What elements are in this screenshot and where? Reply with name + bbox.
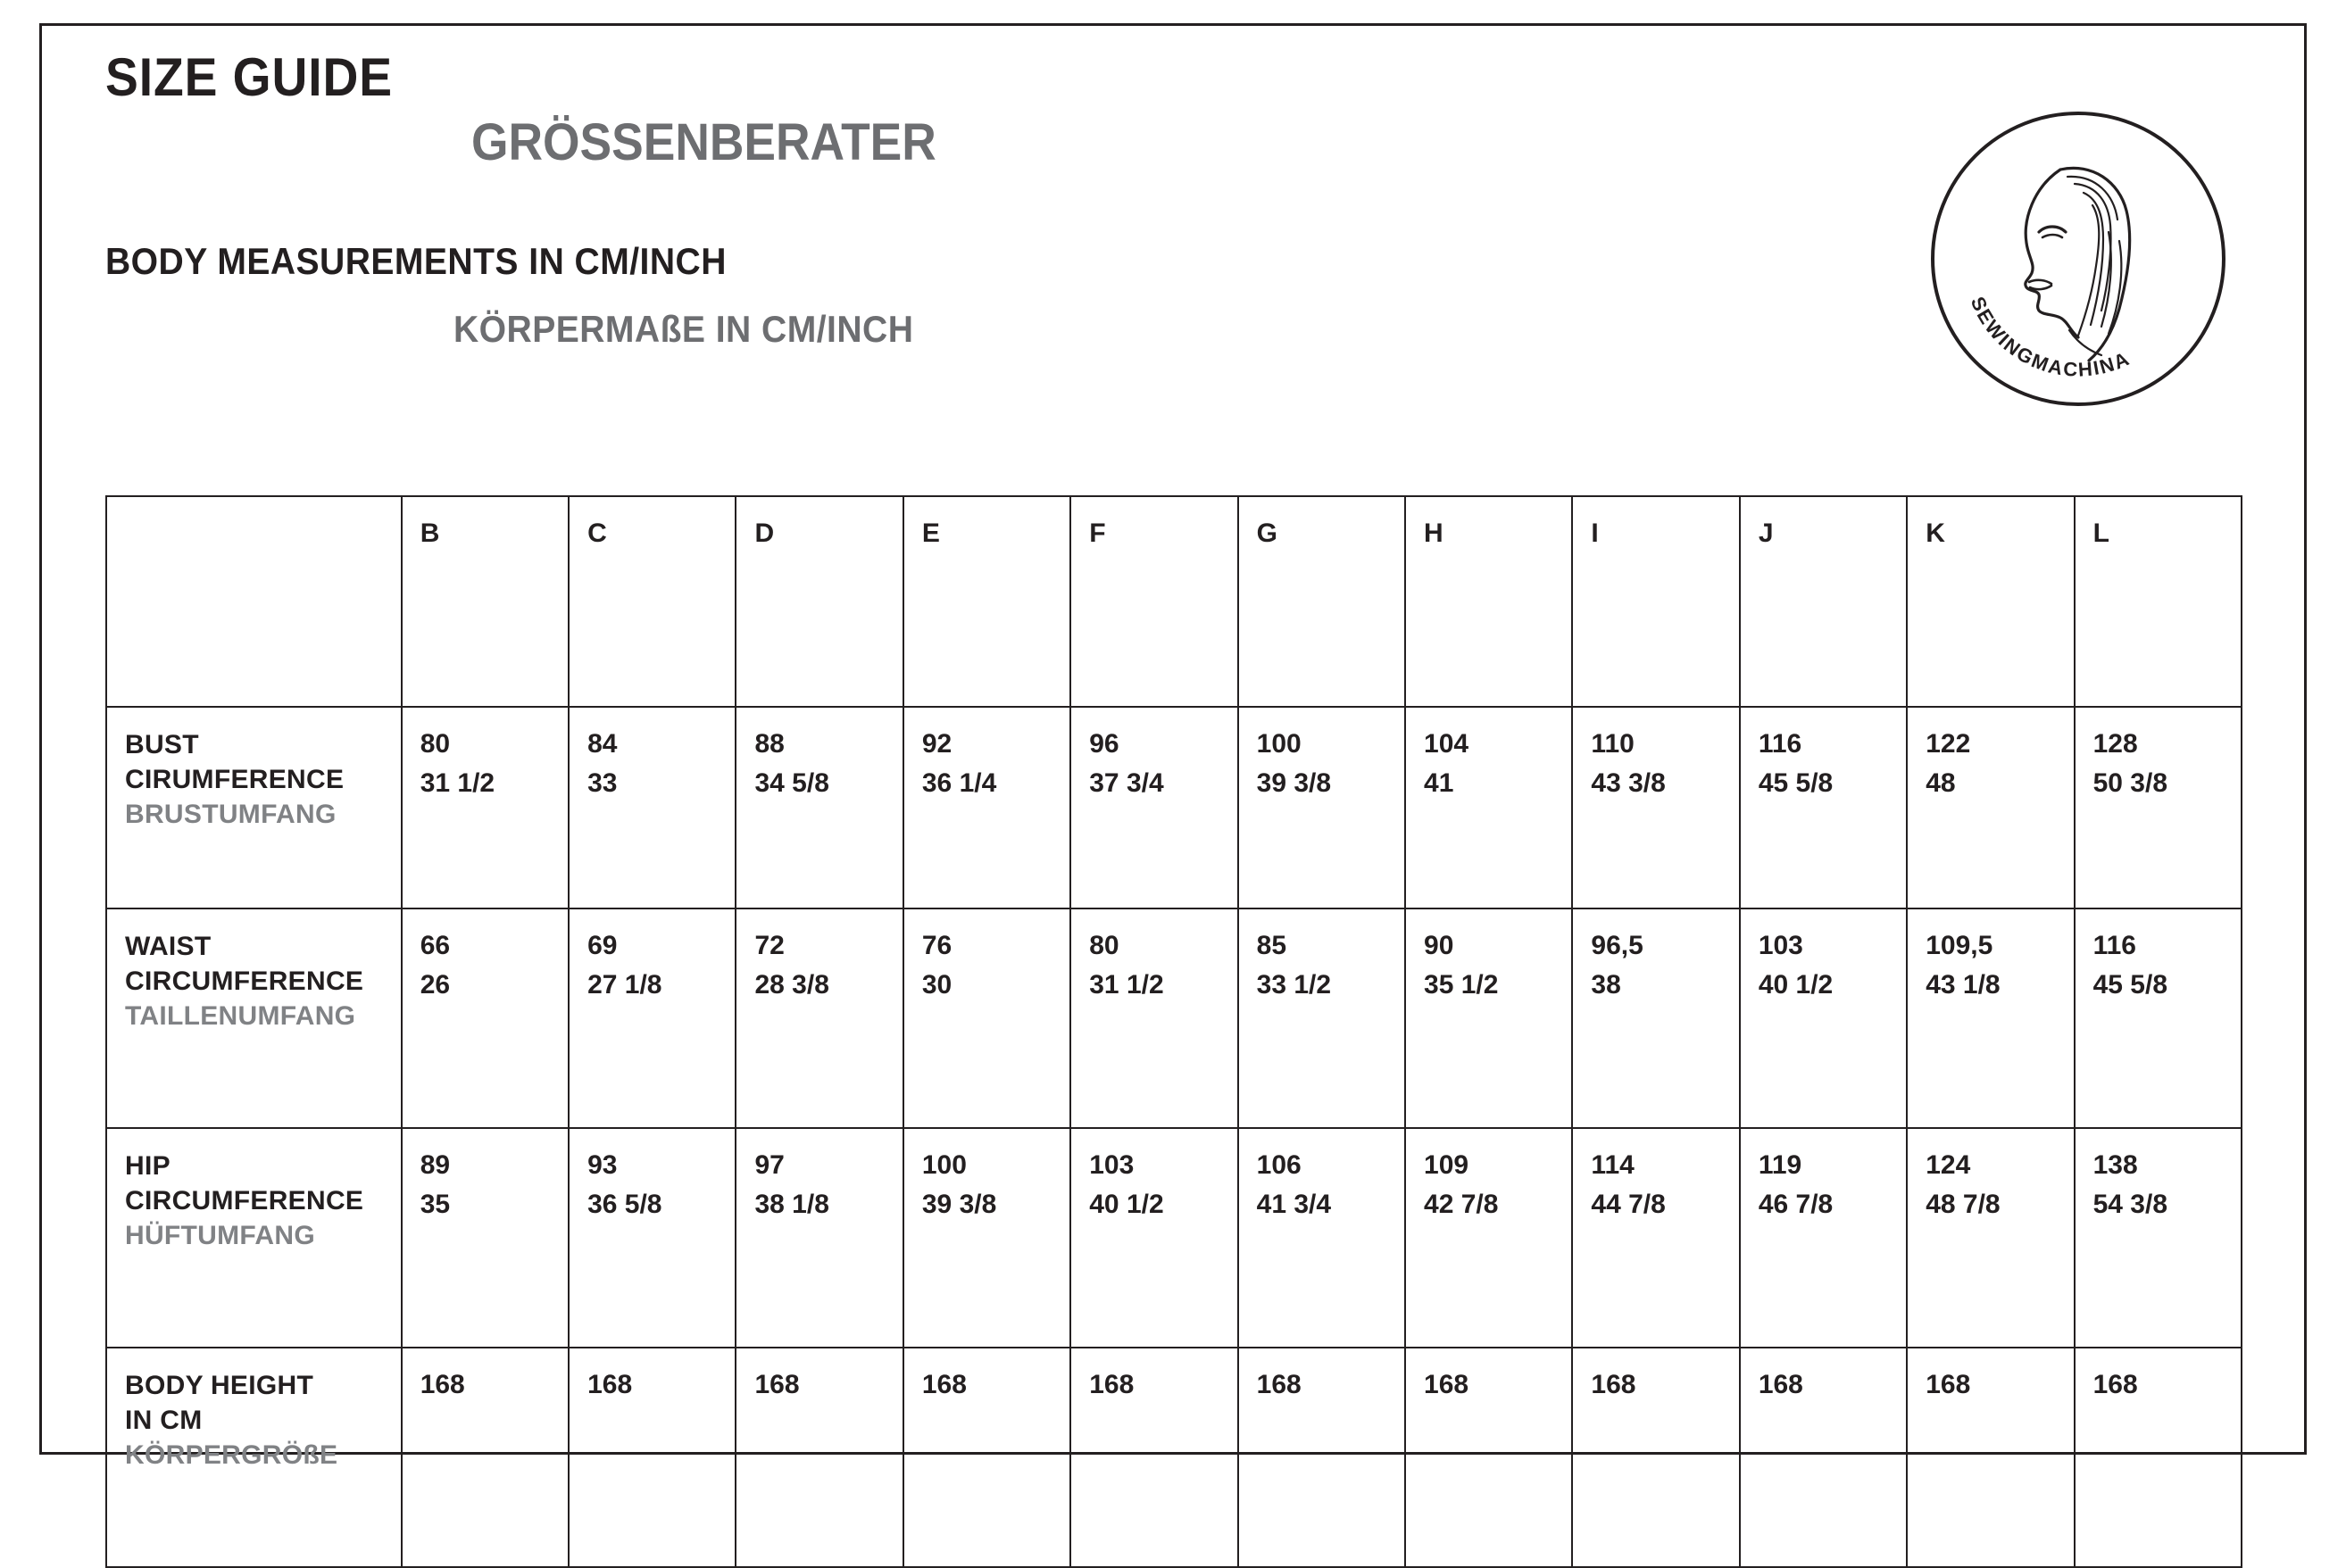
cell-hip-f: 103 40 1/2 [1070,1128,1237,1348]
row-label-de: HÜFTUMFANG [125,1221,315,1250]
column-header-b: B [402,496,569,707]
cell-hip-j: 119 46 7/8 [1740,1128,1907,1348]
column-header-e: E [903,496,1070,707]
row-label-de: KÖRPERGRÖßE [125,1440,338,1470]
brand-text: SEWINGMACHINA [1966,293,2134,381]
subtitle-de: KÖRPERMAßE IN CM/INCH [453,307,914,350]
cell-waist-j: 103 40 1/2 [1740,908,1907,1128]
row-label-en-line2: CIRCUMFERENCE [125,1186,364,1215]
cell-hip-k: 124 48 7/8 [1907,1128,2074,1348]
column-header-g: G [1238,496,1405,707]
cell-hip-l: 138 54 3/8 [2075,1128,2242,1348]
cell-waist-d: 72 28 3/8 [736,908,903,1128]
cell-height-h: 168 [1405,1348,1572,1567]
cell-waist-e: 76 30 [903,908,1070,1128]
cell-bust-e: 92 36 1/4 [903,707,1070,908]
column-header-l: L [2075,496,2242,707]
column-header-j: J [1740,496,1907,707]
row-label-body-height [106,1348,402,1567]
cell-waist-l: 116 45 5/8 [2075,908,2242,1128]
cell-waist-b: 66 26 [402,908,569,1128]
row-label-de: BRUSTUMFANG [125,800,337,829]
row-label-en-line2: IN CM [125,1406,203,1435]
cell-height-f: 168 [1070,1348,1237,1567]
column-header-k: K [1907,496,2074,707]
column-header-d: D [736,496,903,707]
cell-hip-g: 106 41 3/4 [1238,1128,1405,1348]
cell-bust-j: 116 45 5/8 [1740,707,1907,908]
column-header-i: I [1572,496,1739,707]
cell-waist-k: 109,5 43 1/8 [1907,908,2074,1128]
table-row [106,1128,2242,1348]
cell-waist-h: 90 35 1/2 [1405,908,1572,1128]
cell-waist-g: 85 33 1/2 [1238,908,1405,1128]
cell-hip-e: 100 39 3/8 [903,1128,1070,1348]
row-label-en-line1: WAIST [125,932,212,961]
cell-bust-h: 104 41 [1405,707,1572,908]
cell-height-k: 168 [1907,1348,2074,1567]
row-label-hip [106,1128,402,1348]
row-label-de: TAILLENUMFANG [125,1001,356,1031]
table-header-row [106,496,2242,707]
cell-height-l: 168 [2075,1348,2242,1567]
cell-hip-c: 93 36 5/8 [569,1128,736,1348]
row-label-en-line2: CIRCUMFERENCE [125,967,364,996]
table-row [106,1348,2242,1567]
column-header-c: C [569,496,736,707]
cell-height-j: 168 [1740,1348,1907,1567]
cell-bust-k: 122 48 [1907,707,2074,908]
cell-height-c: 168 [569,1348,736,1567]
column-header-h: H [1405,496,1572,707]
cell-bust-b: 80 31 1/2 [402,707,569,908]
cell-height-i: 168 [1572,1348,1739,1567]
cell-bust-g: 100 39 3/8 [1238,707,1405,908]
woman-face-logo-icon [1926,107,2230,411]
page-title-en: SIZE GUIDE [105,47,394,107]
cell-bust-d: 88 34 5/8 [736,707,903,908]
table-row [106,707,2242,908]
cell-hip-h: 109 42 7/8 [1405,1128,1572,1348]
cell-hip-d: 97 38 1/8 [736,1128,903,1348]
table-corner-cell [106,496,402,707]
row-label-bust [106,707,402,908]
table-row [106,908,2242,1128]
subtitle-en: BODY MEASUREMENTS IN CM/INCH [105,239,727,282]
cell-height-e: 168 [903,1348,1070,1567]
cell-hip-b: 89 35 [402,1128,569,1348]
measurements-table [105,495,2242,1568]
cell-bust-c: 84 33 [569,707,736,908]
cell-bust-l: 128 50 3/8 [2075,707,2242,908]
column-header-f: F [1070,496,1237,707]
cell-waist-c: 69 27 1/8 [569,908,736,1128]
row-label-en: BUST CIRUMFERENCE [125,730,345,794]
cell-bust-i: 110 43 3/8 [1572,707,1739,908]
cell-bust-f: 96 37 3/4 [1070,707,1237,908]
row-label-en-line1: BODY HEIGHT [125,1371,314,1400]
cell-waist-f: 80 31 1/2 [1070,908,1237,1128]
row-label-waist [106,908,402,1128]
cell-hip-i: 114 44 7/8 [1572,1128,1739,1348]
cell-height-g: 168 [1238,1348,1405,1567]
cell-waist-i: 96,5 38 [1572,908,1739,1128]
cell-height-b: 168 [402,1348,569,1567]
row-label-en-line1: HIP [125,1151,171,1181]
page-title-de: GRÖSSENBERATER [471,113,936,171]
cell-height-d: 168 [736,1348,903,1567]
